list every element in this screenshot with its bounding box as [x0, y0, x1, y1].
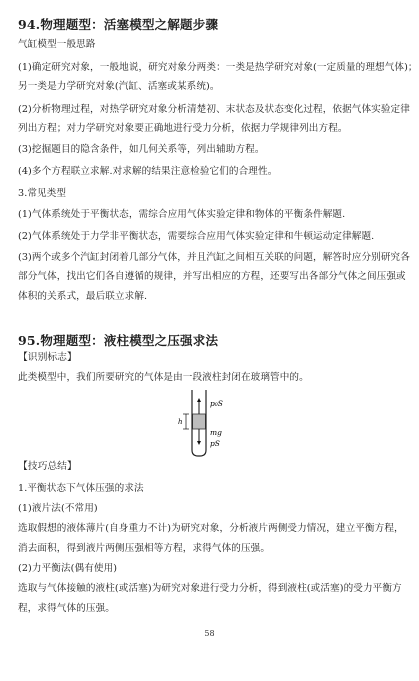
step-line: 另一类是力学研究对象(汽缸、活塞或某系统)。 — [18, 81, 220, 92]
skill-line: 选取与气体接触的液柱(或活塞)为研究对象进行受力分析，得到液柱(或活塞)的受力平衡方 — [18, 583, 402, 594]
step-line: (2)分析物理过程，对热学研究对象分析清楚初、末状态及状态变化过程，依据气体实验定律 — [18, 104, 410, 115]
weight-label: mg — [210, 428, 222, 437]
tube-diagram — [170, 388, 250, 458]
skill-line: 消去面积，得到液片两侧压强相等方程，求得气体的压强。 — [18, 543, 271, 554]
identify-text: 此类模型中，我们所要研究的气体是由一段液柱封闭在玻璃管中的。 — [18, 372, 309, 383]
skill-line: (1)液片法(不常用) — [18, 503, 98, 514]
arrow-head-icon — [197, 398, 201, 402]
skill-line: (2)力平衡法(偶有使用) — [18, 563, 118, 574]
section-95-title: 95.物理题型：液柱模型之压强求法 — [18, 333, 219, 348]
type-line: (1)气体系统处于平衡状态，需综合应用气体实验定律和物体的平衡条件解题. — [18, 209, 346, 220]
step-line: (1)确定研究对象，一般地说，研究对象分两类：一类是热学研究对象(一定质量的理想气体)； — [18, 62, 418, 73]
bottom-force-label: pS — [210, 439, 220, 448]
liquid-column — [193, 414, 206, 429]
height-label: h — [178, 418, 183, 426]
section-94-subtitle: 气缸模型一般思路 — [18, 39, 96, 50]
skills-tag: 【技巧总结】 — [18, 461, 77, 472]
skill-line: 1.平衡状态下气体压强的求法 — [18, 483, 144, 494]
section-94-title: 94.物理题型：活塞模型之解题步骤 — [18, 17, 219, 32]
step-line: (3)挖掘题目的隐含条件，如几何关系等，列出辅助方程。 — [18, 144, 265, 155]
identify-tag: 【识别标志】 — [18, 352, 77, 363]
type-line: 体积的关系式，最后联立求解. — [18, 291, 148, 302]
step-line: (4)多个方程联立求解.对求解的结果注意检验它们的合理性。 — [18, 166, 278, 177]
skill-line: 程，求得气体的压强。 — [18, 603, 115, 614]
type-line: (2)气体系统处于力学非平衡状态，需要综合应用气体实验定律和牛顿运动定律解题. — [18, 231, 375, 242]
page-number: 58 — [204, 629, 215, 638]
liquid-column-figure — [170, 388, 250, 458]
step-line: 列出方程；对力学研究对象要正确地进行受力分析，依据力学规律列出方程。 — [18, 123, 348, 134]
arrow-head-icon — [197, 441, 201, 445]
type-line: 部分气体，找出它们各自遵循的规律，并写出相应的方程，还要写出各部分气体之间压强或 — [18, 271, 406, 282]
types-title: 3.常见类型 — [18, 188, 67, 199]
top-force-label: p₀S — [210, 399, 223, 408]
skill-line: 选取假想的液体薄片(自身重力不计)为研究对象，分析液片两侧受力情况，建立平衡方程， — [18, 523, 404, 534]
type-line: (3)两个或多个汽缸封闭着几部分气体，并且汽缸之间相互关联的问题，解答时应分别研究各 — [18, 252, 410, 263]
